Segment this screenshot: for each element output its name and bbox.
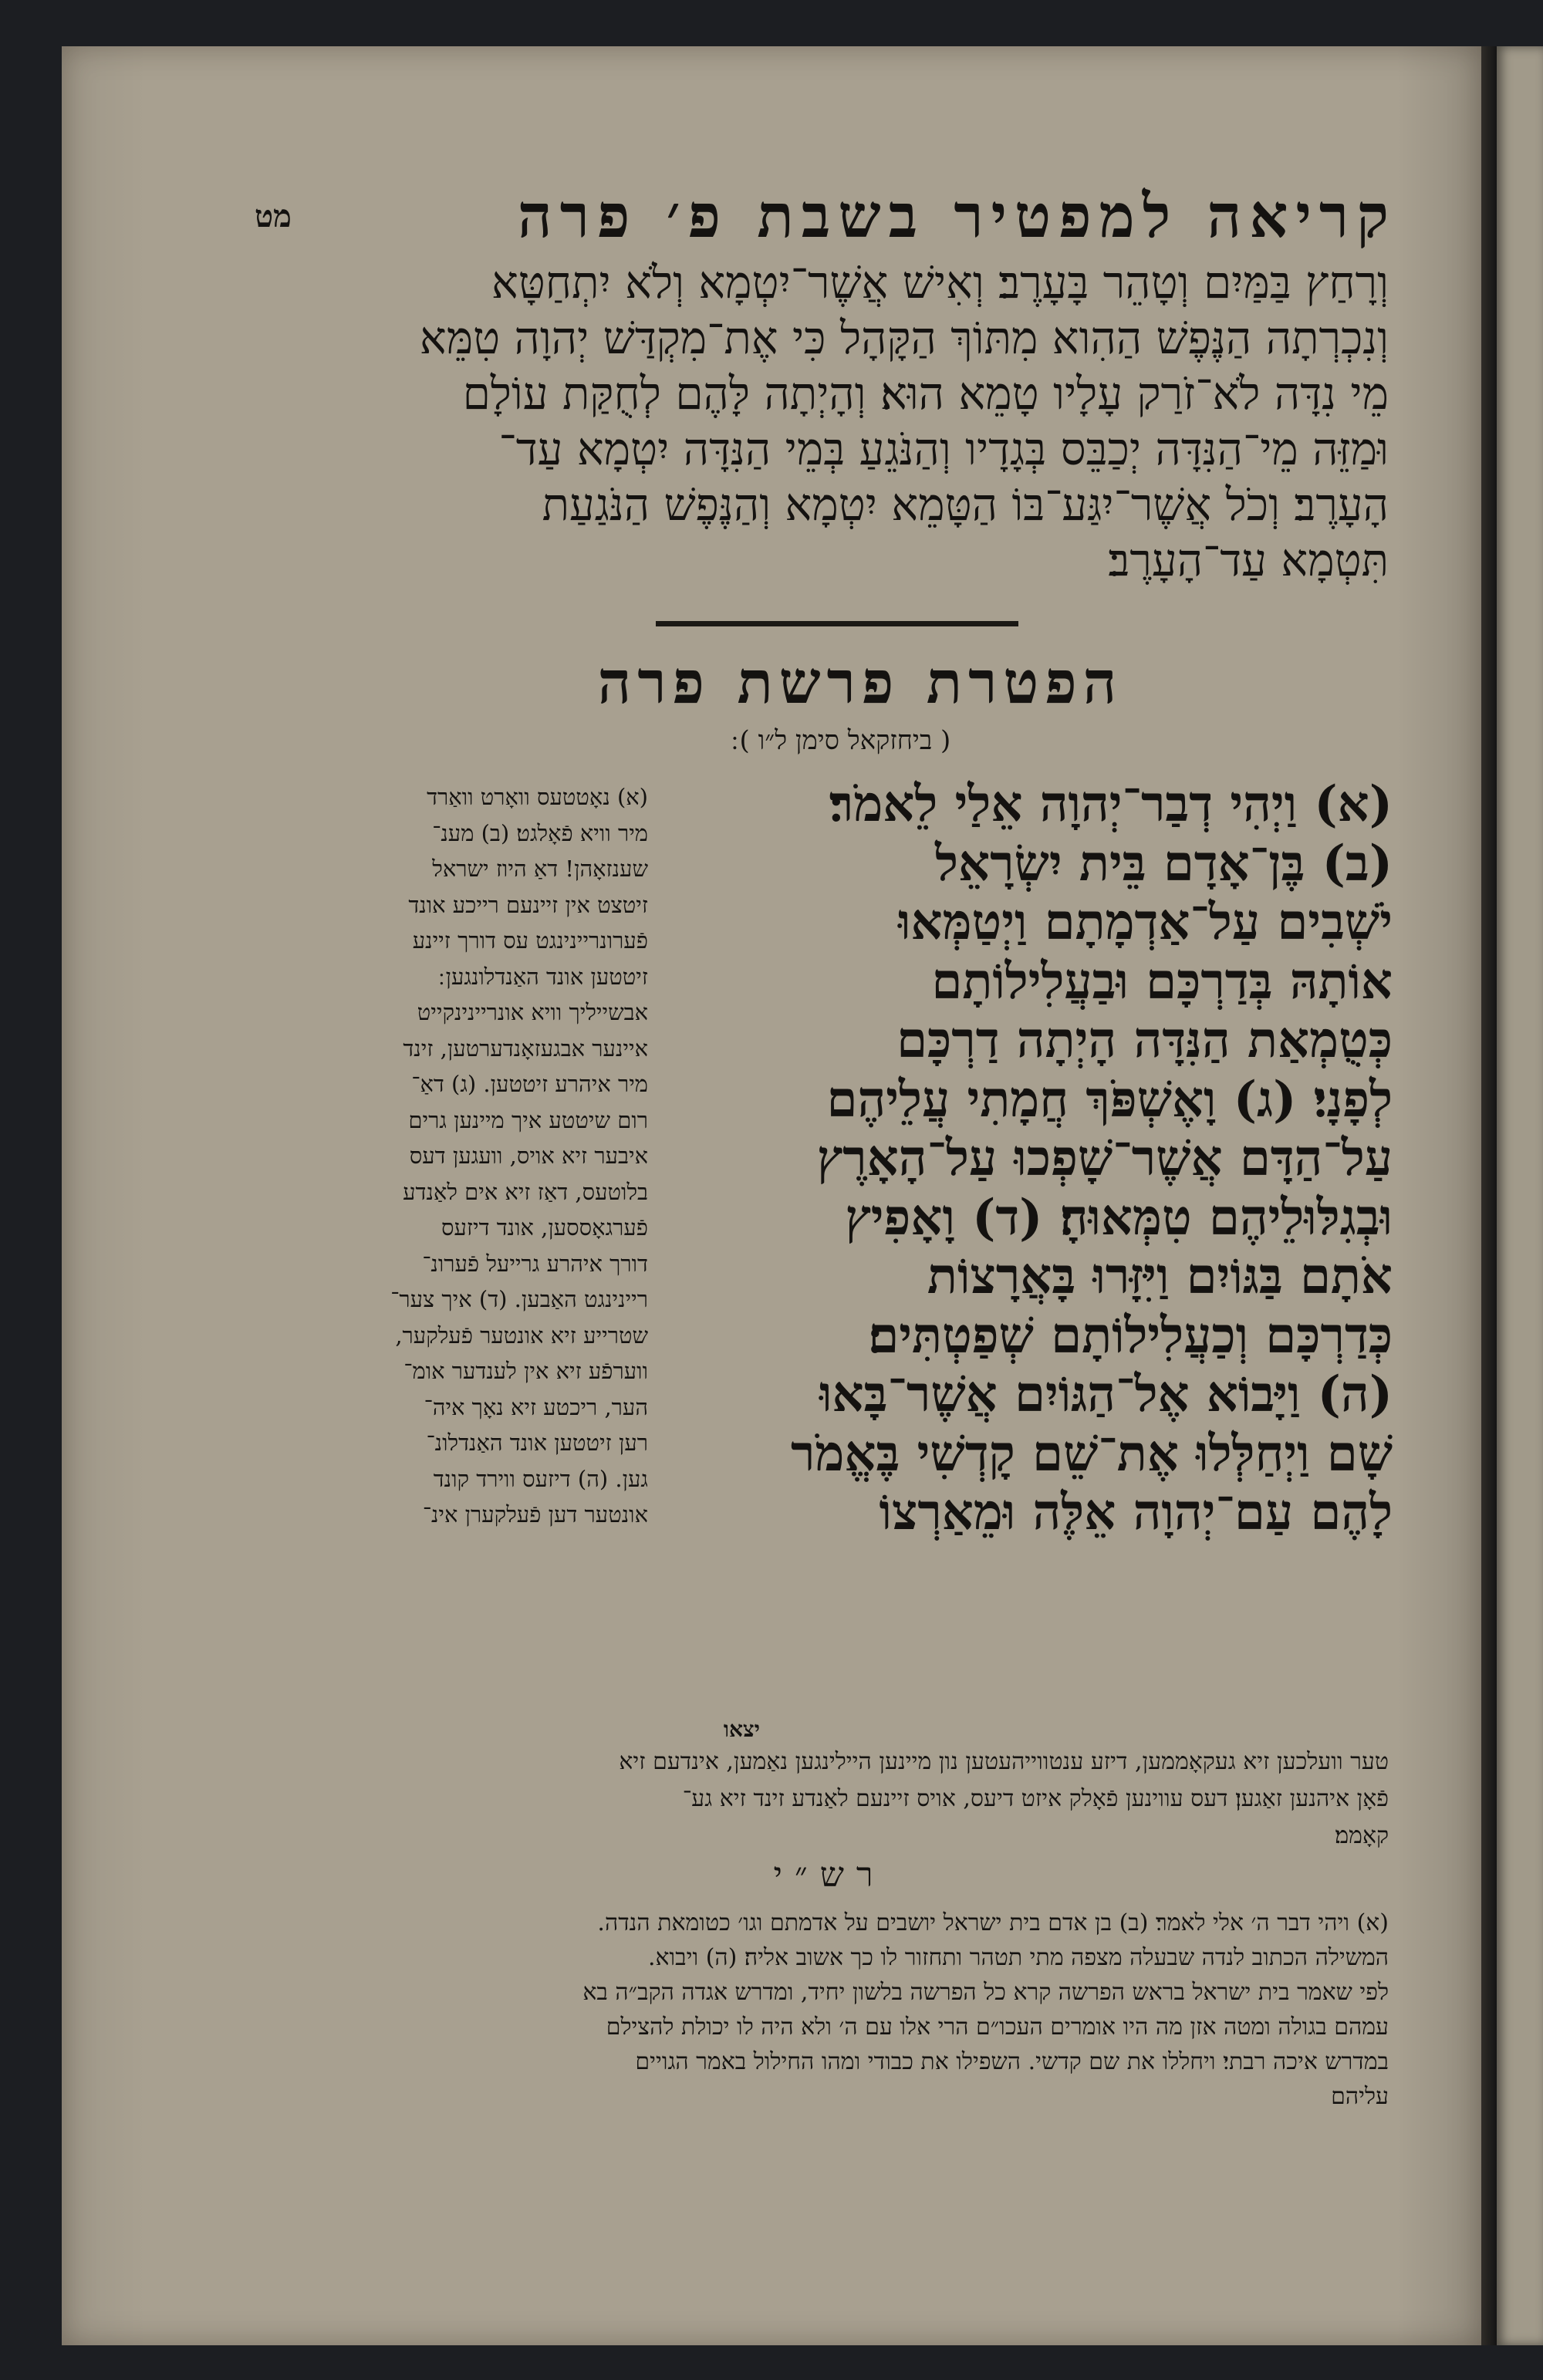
haftarah-hebrew-column [675,775,1393,1717]
rashi-line: עמהם בגולה ומטה אזן מה היו אומרים העכו״ם הרי אלו עם ה׳ ולא היה לו יכולת להצילם [606,2014,1389,2041]
yiddish-line: שטרייע זיא אונטער פֿעלקער, [395,1322,648,1349]
yiddish-continuation-line: פֿאָן איהנען זאַגען׃ דעס עווינען פֿאָלק איזט דיעס, אויס זיינעם לאַנדע זינד זיא גע־ [682,1785,1389,1812]
yiddish-line: בלוטעס, דאַז זיא אים לאַנדע [403,1178,648,1205]
hebrew-line: (ה) וַיָּבוֹא אֶל־הַגּוֹיִם אֲשֶׁר־בָּאוּ [819,1366,1393,1423]
yiddish-line: דורך איהרע גרייעל פֿערונ־ [422,1250,648,1277]
catchword: יצאו [723,1717,760,1742]
yiddish-line: רען זיטטען אונד האַנדלונ־ [426,1430,648,1456]
hebrew-line: כְּדַרְכָּם וְכַעֲלִילוֹתָם שְׁפַטְתִּים׃ [868,1306,1393,1365]
yiddish-continuation-line: טער וועלכען זיא געקאָממען, דיזע ענטווייהעטען נון מיינען היילינגען נאַמען, אינדעם זיא [619,1748,1389,1775]
yiddish-continuation [262,1744,1389,1867]
yiddish-line: ריינינגט האַבען. (ד) איך צער־ [390,1286,648,1312]
maftir-line: תִּטְמָא עַד־הָעָרֶב׃ [1108,534,1389,586]
top-section-title: קריאה למפטיר בשבת פ׳ פרה [517,181,1396,252]
rashi-line: במדרש איכה רבתי׃ ויחללו את שם קדשי. השפילו את כבודי ומהו החילול באמר הגויים [635,2048,1389,2075]
yiddish-line: פֿערונריינינגט עס דורך זיינע [412,927,648,954]
hebrew-line: וּבְגִלּוּלֵיהֶם טִמְּאוּהָ׃ (ד) וָאָפִיץ [845,1188,1393,1247]
yiddish-line: איבער זיא אויס, וועגען דעס [409,1143,648,1169]
section-divider [656,621,1018,626]
maftir-text [262,255,1389,640]
yiddish-continuation-line: קאָממ׃ [1335,1822,1389,1849]
maftir-line: מֵי נִדָּה לֹא־זֹרַק עָלָיו טָמֵא הוּא׃ וְהָיְתָה לָּהֶם לְחֻקַּת עוֹלָם [462,367,1389,420]
yiddish-line: גען. (ה) דיזעס ווירד קונד [433,1465,648,1492]
rashi-line: (א) ויהי דבר ה׳ אלי לאמר׃ (ב) בן אדם בית ישראל יושבים על אדמתם וגו׳ כטומאת הנדה. [597,1909,1389,1936]
hebrew-line: אֹתָם בַּגּוֹיִם וַיִּזָּרוּ בָּאֲרָצוֹת [927,1247,1393,1305]
yiddish-line: ווערפֿע זיא אין לענדער אומ־ [403,1358,648,1384]
maftir-line: וּמַזֵּה מֵי־הַנִּדָּה יְכַבֵּס בְּגָדָיו וְהַנֹּגֵעַ בְּמֵי הַנִּדָּה יִטְמָא עַד־ [498,423,1389,475]
yiddish-line: רום שיטטע איך מיינען גרים [408,1106,648,1133]
rashi-commentary [262,1906,1389,2129]
hebrew-line: לְפָנָי׃ (ג) וָאֶשְׁפֹּךְ חֲמָתִי עֲלֵיהֶם [826,1070,1393,1129]
hebrew-line: (א) וַיְהִי דְבַר־יְהוָה אֵלַי לֵאמֹר׃ [829,775,1393,833]
maftir-line: הָעָרֶב׃ וְכֹל אֲשֶׁר־יִגַּע־בּוֹ הַטָּמֵא יִטְמָא וְהַנֶּפֶשׁ הַנֹּגַעַת [542,478,1389,531]
rashi-line: המשילה הכתוב לנדה שבעלה מצפה מתי תטהר ותחזור לו כך אשוב אליה׃ (ה) ויבוא. [647,1944,1389,1971]
yiddish-line: אונטער דען פֿעלקערן אינ־ [422,1501,648,1528]
yiddish-line: שענזאָהן! דאַ היוז ישראל [432,856,648,882]
adjacent-page-edge [1497,46,1543,2345]
yiddish-line: הער, ריכטע זיא נאָך איה־ [424,1393,648,1420]
page-marker: מט [255,197,292,235]
rashi-line: לפי שאמר בית ישראל בראש הפרשה קרא כל הפרשה בלשון יחיד, ומדרש אגדה הקב״ה בא [582,1979,1389,2006]
yiddish-line: מיר איהרע זיטטען. (ג) דאַ־ [411,1071,648,1097]
yiddish-line: מיר וויא פֿאָלגט׃ (ב) מענ־ [432,819,648,846]
top-section-header [255,174,1396,258]
yiddish-line: זיטטען אונד האַנדלונגען ׃ [438,963,648,990]
rashi-line: עליהם [1331,2083,1389,2110]
maftir-line: וְנִכְרְתָה הַנֶּפֶשׁ הַהִוא מִתּוֹךְ הַקָּהָל כִּי אֶת־מִקְדַּשׁ יְהוָה טִמֵּא [419,312,1389,364]
yiddish-translation-column [262,779,648,1736]
hebrew-line: כְּטֻמְאַת הַנִּדָּה הָיְתָה דַרְכָּם [896,1011,1393,1069]
hebrew-line: עַל־הַדָּם אֲשֶׁר־שָׁפְכוּ עַל־הָאָרֶץ [816,1129,1393,1187]
hebrew-line: שָׁם וַיְחַלְּלוּ אֶת־שֵׁם קָדְשִׁי בֶּאֱמֹר [791,1424,1393,1483]
rashi-title: רש״י [773,1855,886,1895]
hebrew-line: (ב) בֶּן־אָדָם בֵּית יִשְׂרָאֵל [935,834,1393,893]
haftarah-title: הפטרת פרשת פרה [597,648,1123,717]
hebrew-line: אוֹתָהּ בְּדַרְכָּם וּבַעֲלִילוֹתָם [931,952,1393,1011]
yiddish-line: פֿערגאָססען, אונד דיזעס [441,1214,648,1241]
hebrew-line: יֹשְׁבִים עַל־אַדְמָתָם וַיְטַמְּאוּ [898,893,1393,951]
hebrew-line: לָהֶם עַם־יְהוָה אֵלֶּה וּמֵאַרְצוֹ [879,1484,1393,1541]
haftarah-reference: ( ביחזקאל סימן ל״ו ) ׃ [731,725,951,756]
yiddish-line: אבשייליך וויא אונריינינקייט [417,999,648,1025]
yiddish-line: זיטצט אין זיינעם רייכע אונד [408,891,648,918]
maftir-line: וְרָחַץ בַּמַּיִם וְטָהֵר בָּעָרֶב׃ וְאִישׁ אֲשֶׁר־יִטְמָא וְלֹא יִתְחַטָּא [491,256,1389,309]
yiddish-line: איינער אבגעזאָנדערטען, זינד [403,1035,648,1062]
yiddish-line: (א) נאָטטעס וואָרט וואַרד [427,784,648,810]
